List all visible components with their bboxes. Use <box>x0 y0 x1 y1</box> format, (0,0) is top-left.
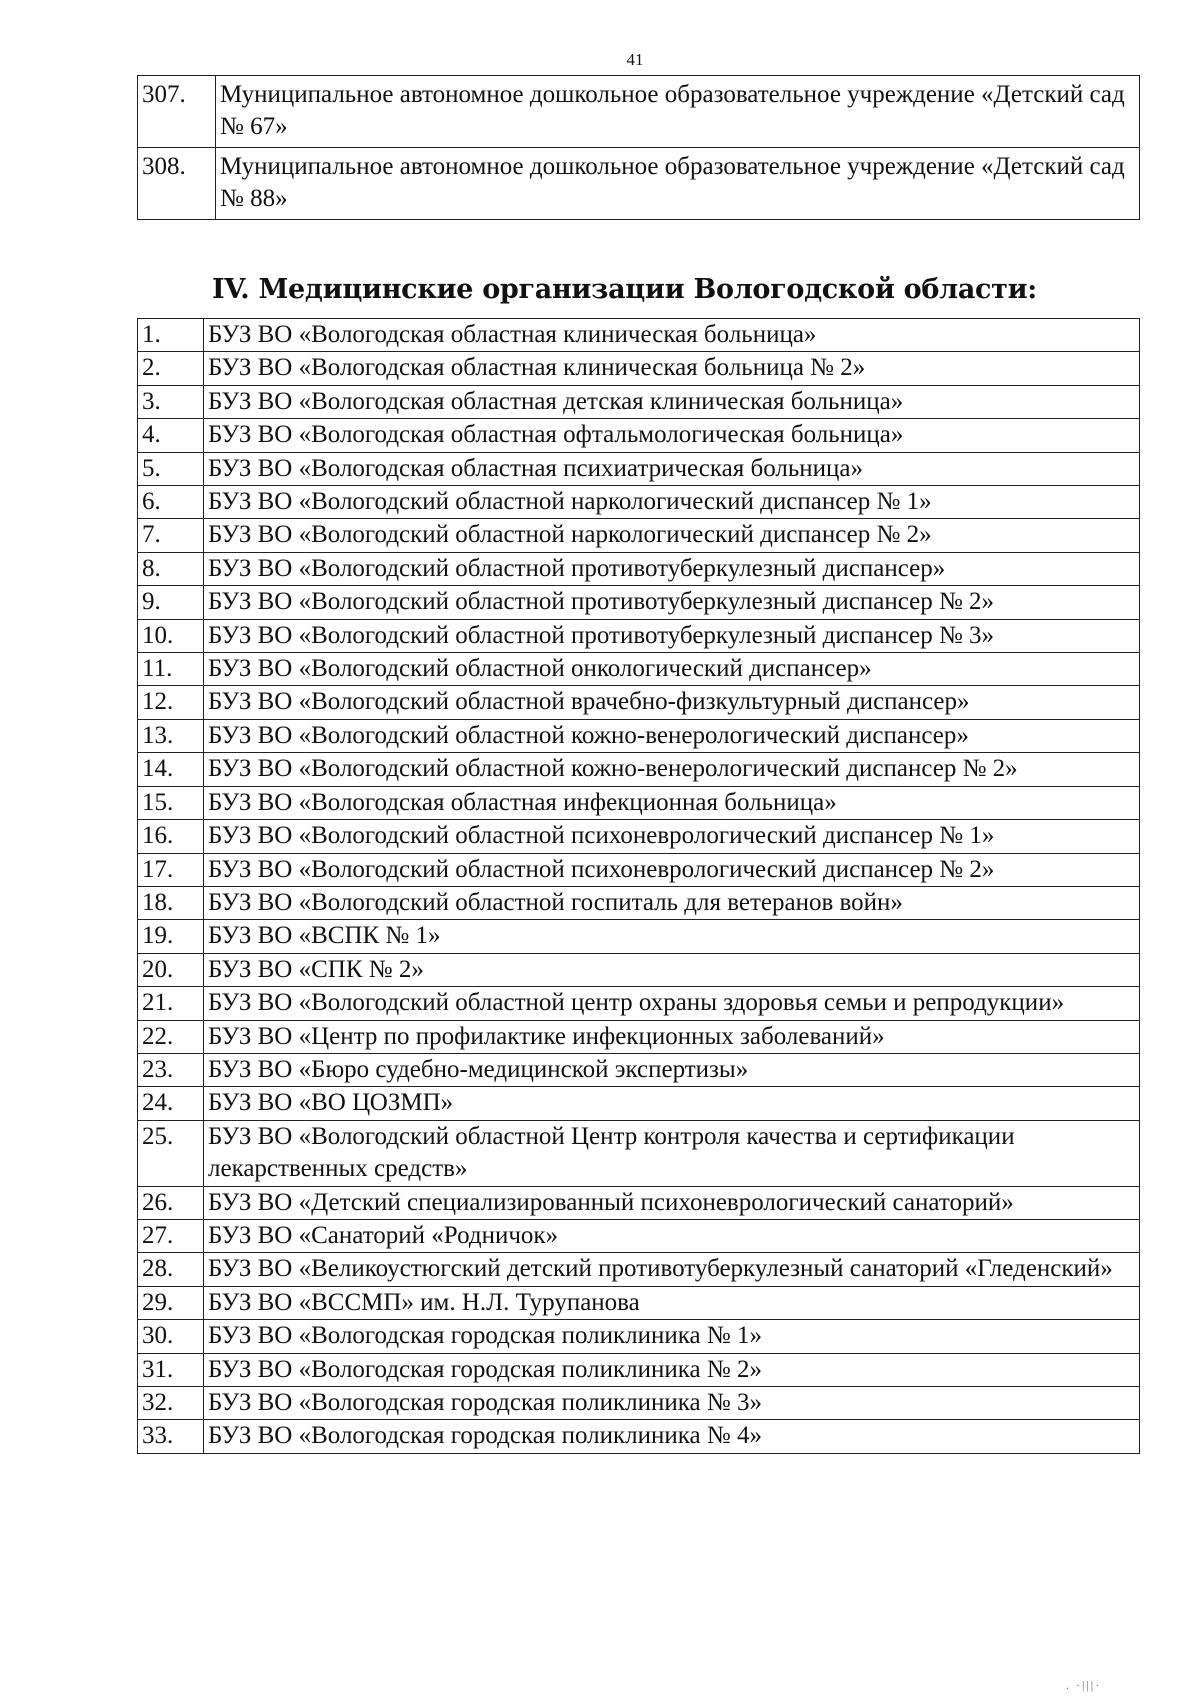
row-number: 27. <box>138 1219 204 1252</box>
row-number: 16. <box>138 820 204 853</box>
table-row <box>138 1219 1140 1252</box>
row-name: БУЗ ВО «Вологодский областной онкологический диспансер» <box>204 653 1140 686</box>
table-row <box>138 486 1140 519</box>
table-row <box>138 452 1140 485</box>
row-number: 32. <box>138 1387 204 1420</box>
row-name: Муниципальное автономное дошкольное образовательное учреждение «Детский сад № 88» <box>216 148 1140 220</box>
row-name: БУЗ ВО «Вологодская городская поликлиника № 2» <box>204 1353 1140 1386</box>
table-row <box>138 586 1140 619</box>
row-name: БУЗ ВО «Вологодский областной кожно-венерологический диспансер» <box>204 719 1140 752</box>
kindergarten-table-body <box>138 76 1140 220</box>
table-row <box>138 686 1140 719</box>
table-row <box>138 1286 1140 1319</box>
row-name: БУЗ ВО «ВСПК № 1» <box>204 920 1140 953</box>
row-number: 23. <box>138 1053 204 1086</box>
table-row <box>138 719 1140 752</box>
table-row <box>138 1087 1140 1120</box>
row-name: БУЗ ВО «Вологодский областной центр охраны здоровья семьи и репродукции» <box>204 987 1140 1020</box>
table-row <box>138 1120 1140 1186</box>
row-number: 13. <box>138 719 204 752</box>
row-number: 17. <box>138 853 204 886</box>
row-number: 22. <box>138 1020 204 1053</box>
medical-organizations-table <box>137 318 1140 1454</box>
row-number: 2. <box>138 352 204 385</box>
table-row <box>138 853 1140 886</box>
row-name: БУЗ ВО «Вологодская областная инфекционная больница» <box>204 786 1140 819</box>
table-row <box>138 1353 1140 1386</box>
table-row <box>138 319 1140 352</box>
table-row <box>138 76 1140 148</box>
section-heading: IV. Медицинские организации Вологодской области: <box>212 274 1037 305</box>
row-name: БУЗ ВО «СПК № 2» <box>204 953 1140 986</box>
row-number: 8. <box>138 552 204 585</box>
table-row <box>138 1053 1140 1086</box>
row-name: БУЗ ВО «Вологодский областной госпиталь для ветеранов войн» <box>204 886 1140 919</box>
row-number: 5. <box>138 452 204 485</box>
row-number: 14. <box>138 753 204 786</box>
row-number: 307. <box>138 76 216 148</box>
row-name: БУЗ ВО «Вологодский областной кожно-венерологический диспансер № 2» <box>204 753 1140 786</box>
row-number: 12. <box>138 686 204 719</box>
row-name: БУЗ ВО «Вологодская областная клиническая больница № 2» <box>204 352 1140 385</box>
table-row <box>138 352 1140 385</box>
row-number: 15. <box>138 786 204 819</box>
row-name: БУЗ ВО «Вологодский областной психоневрологический диспансер № 2» <box>204 853 1140 886</box>
kindergarten-table <box>137 75 1140 220</box>
row-name: БУЗ ВО «Вологодская областная психиатрическая больница» <box>204 452 1140 485</box>
table-row <box>138 1020 1140 1053</box>
row-name: БУЗ ВО «Санаторий «Родничок» <box>204 1219 1140 1252</box>
row-name: БУЗ ВО «Вологодский областной наркологический диспансер № 2» <box>204 519 1140 552</box>
table-row <box>138 148 1140 220</box>
page-number: 41 <box>626 50 644 69</box>
table-row <box>138 385 1140 418</box>
table-row <box>138 1387 1140 1420</box>
row-name: БУЗ ВО «Вологодская городская поликлиника № 1» <box>204 1320 1140 1353</box>
table-row <box>138 820 1140 853</box>
table-row <box>138 519 1140 552</box>
table-row <box>138 886 1140 919</box>
table-row <box>138 419 1140 452</box>
row-name: БУЗ ВО «Детский специализированный психоневрологический санаторий» <box>204 1186 1140 1219</box>
row-number: 29. <box>138 1286 204 1319</box>
table-row <box>138 920 1140 953</box>
table-row <box>138 552 1140 585</box>
row-name: Муниципальное автономное дошкольное образовательное учреждение «Детский сад № 67» <box>216 76 1140 148</box>
row-name: БУЗ ВО «Вологодский областной наркологический диспансер № 1» <box>204 486 1140 519</box>
row-name: БУЗ ВО «Вологодский областной противотуберкулезный диспансер № 3» <box>204 619 1140 652</box>
row-number: 19. <box>138 920 204 953</box>
row-name: БУЗ ВО «Вологодская областная офтальмологическая больница» <box>204 419 1140 452</box>
row-name: БУЗ ВО «Великоустюгский детский противотуберкулезный санаторий «Гледенский» <box>204 1253 1140 1286</box>
table-row <box>138 1420 1140 1453</box>
row-name: БУЗ ВО «Бюро судебно-медицинской экспертизы» <box>204 1053 1140 1086</box>
row-number: 3. <box>138 385 204 418</box>
row-number: 26. <box>138 1186 204 1219</box>
row-name: БУЗ ВО «Вологодская областная детская клиническая больница» <box>204 385 1140 418</box>
row-name: БУЗ ВО «Вологодский областной противотуберкулезный диспансер» <box>204 552 1140 585</box>
row-number: 7. <box>138 519 204 552</box>
row-number: 20. <box>138 953 204 986</box>
row-number: 24. <box>138 1087 204 1120</box>
row-number: 4. <box>138 419 204 452</box>
row-name: БУЗ ВО «ВССМП» им. Н.Л. Турупанова <box>204 1286 1140 1319</box>
row-name: БУЗ ВО «Вологодский областной врачебно-физкультурный диспансер» <box>204 686 1140 719</box>
row-number: 31. <box>138 1353 204 1386</box>
table-row <box>138 1253 1140 1286</box>
row-number: 18. <box>138 886 204 919</box>
row-name: БУЗ ВО «Вологодская областная клиническая больница» <box>204 319 1140 352</box>
row-number: 9. <box>138 586 204 619</box>
scan-artifact: . ·|||· <box>1066 1678 1102 1692</box>
table-row <box>138 953 1140 986</box>
row-number: 30. <box>138 1320 204 1353</box>
row-name: БУЗ ВО «Вологодский областной Центр контроля качества и сертификации лекарственных средств» <box>204 1120 1140 1186</box>
row-number: 11. <box>138 653 204 686</box>
row-name: БУЗ ВО «Вологодский областной психоневрологический диспансер № 1» <box>204 820 1140 853</box>
table-row <box>138 1320 1140 1353</box>
table-row <box>138 753 1140 786</box>
row-name: БУЗ ВО «Вологодская городская поликлиника № 3» <box>204 1387 1140 1420</box>
row-number: 25. <box>138 1120 204 1186</box>
row-name: БУЗ ВО «Центр по профилактике инфекционных заболеваний» <box>204 1020 1140 1053</box>
medical-organizations-table-body <box>138 319 1140 1454</box>
table-row <box>138 653 1140 686</box>
table-row <box>138 619 1140 652</box>
row-name: БУЗ ВО «Вологодский областной противотуберкулезный диспансер № 2» <box>204 586 1140 619</box>
table-row <box>138 987 1140 1020</box>
row-number: 10. <box>138 619 204 652</box>
table-row <box>138 1186 1140 1219</box>
row-number: 308. <box>138 148 216 220</box>
row-number: 33. <box>138 1420 204 1453</box>
row-number: 21. <box>138 987 204 1020</box>
row-name: БУЗ ВО «ВО ЦОЗМП» <box>204 1087 1140 1120</box>
row-number: 1. <box>138 319 204 352</box>
row-number: 28. <box>138 1253 204 1286</box>
table-row <box>138 786 1140 819</box>
row-number: 6. <box>138 486 204 519</box>
row-name: БУЗ ВО «Вологодская городская поликлиника № 4» <box>204 1420 1140 1453</box>
